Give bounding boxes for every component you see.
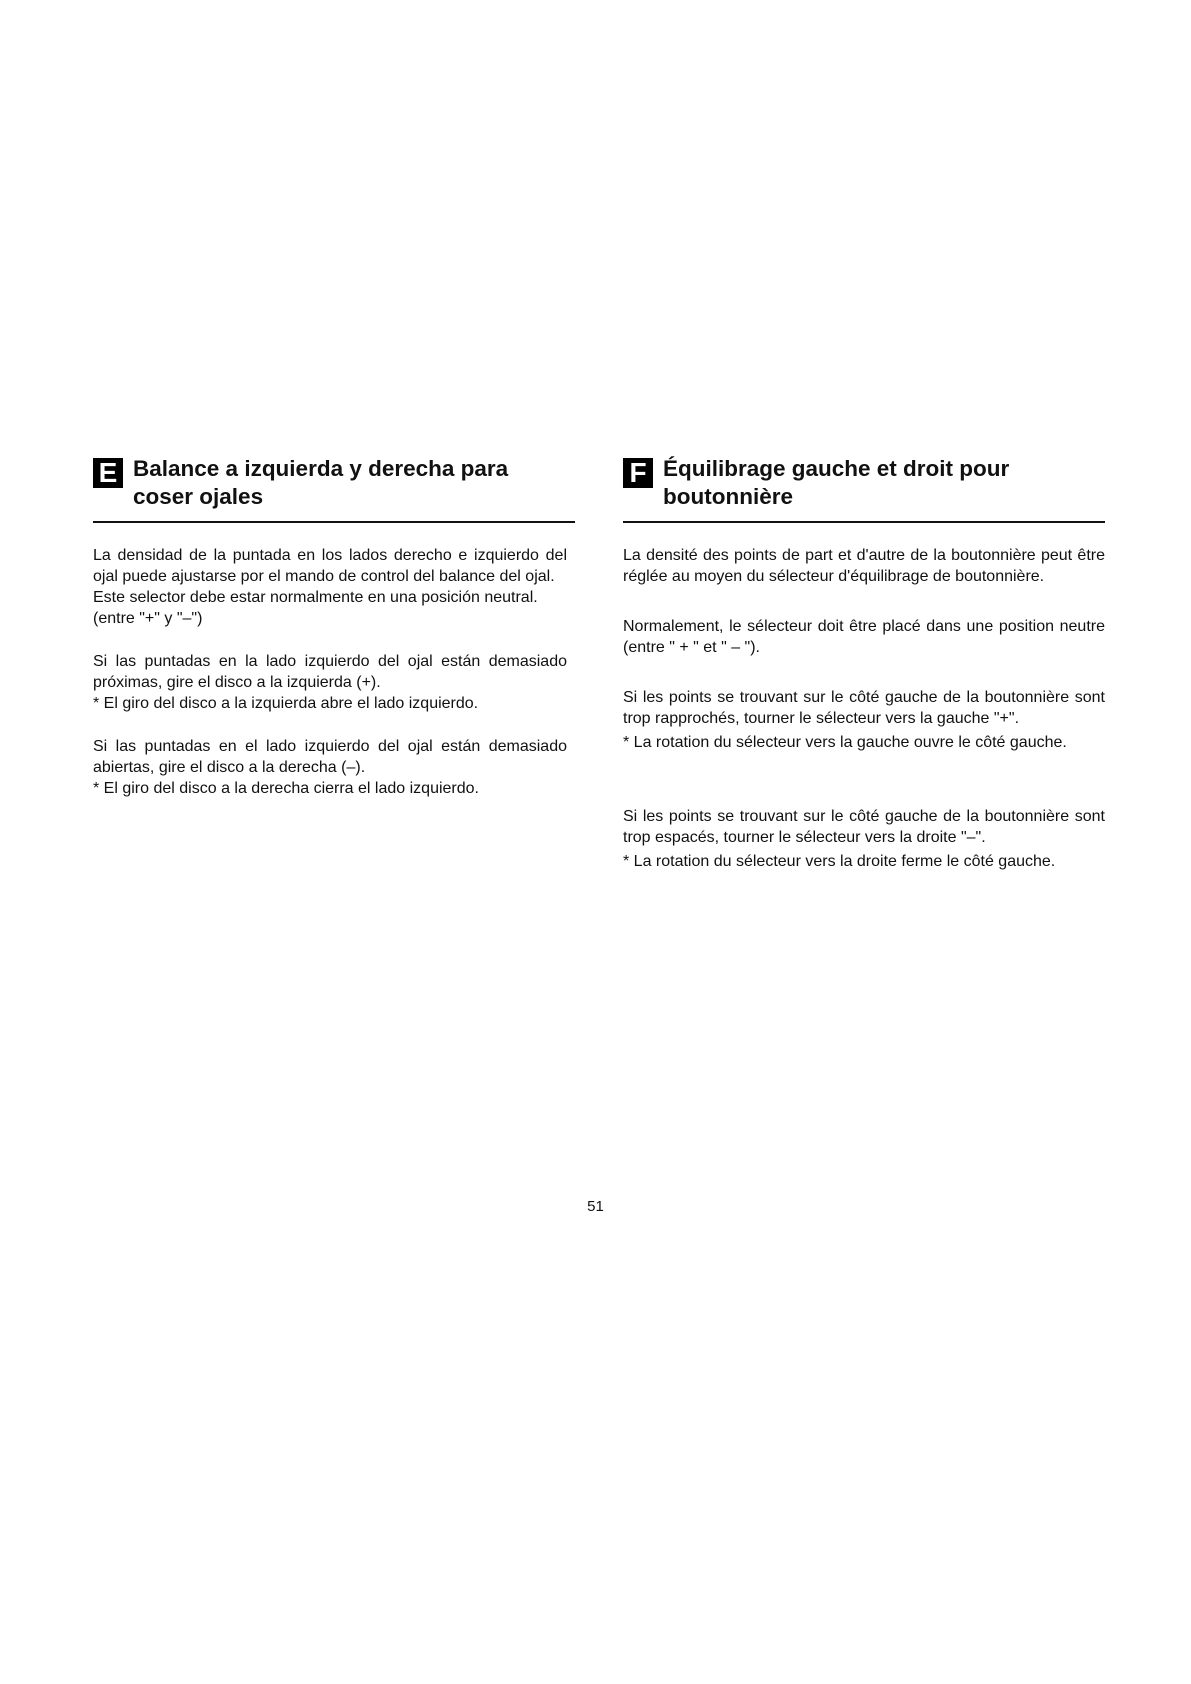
french-section <box>623 455 1105 872</box>
spanish-title-line2: coser ojales <box>133 484 264 509</box>
french-title-line2: boutonnière <box>663 484 793 509</box>
french-title <box>663 455 1009 511</box>
spanish-paragraph-open-stitches: Si las puntadas en el lado izquierdo del ojal están demasiado abiertas, gire el disco a la derecha (–). <box>93 738 567 776</box>
spanish-paragraph-close-stitches: Si las puntadas en la lado izquierdo del ojal están demasiado próximas, gire el disco a la izquierda (+). <box>93 653 567 691</box>
page-number: 51 <box>587 1198 604 1215</box>
french-paragraph-close-stitches: Si les points se trouvant sur le côté gauche de la boutonnière sont trop rapprochés, tourner le sélecteur vers la gauche "+". <box>623 689 1105 727</box>
french-paragraph-open-stitches: Si les points se trouvant sur le côté gauche de la boutonnière sont trop espacés, tourner le sélecteur vers la droite "–". <box>623 808 1105 846</box>
french-note-right-closes: * La rotation du sélecteur vers la droite ferme le côté gauche. <box>623 853 1056 870</box>
language-badge-e: E <box>93 458 123 488</box>
spanish-title-line1: Balance a izquierda y derecha para <box>133 456 509 481</box>
spanish-note-right-closes: * El giro del disco a la derecha cierra el lado izquierdo. <box>93 780 479 797</box>
spanish-title <box>133 455 508 511</box>
french-paragraph-density: La densité des points de part et d'autre de la boutonnière peut être réglée au moyen du sélecteur d'équilibrage de boutonnière. <box>623 547 1105 585</box>
spanish-paragraph-selector: Este selector debe estar normalmente en una posición neutral. <box>93 589 538 606</box>
spanish-note-left-opens: * El giro del disco a la izquierda abre el lado izquierdo. <box>93 695 479 712</box>
french-title-line1: Équilibrage gauche et droit pour <box>663 456 1010 481</box>
language-badge-f: F <box>623 458 653 488</box>
spanish-paragraph-range: (entre "+" y "–") <box>93 610 203 627</box>
french-paragraph-selector: Normalement, le sélecteur doit être placé dans une position neutre (entre " + " et " – "). <box>623 618 1105 656</box>
spanish-paragraph-density: La densidad de la puntada en los lados derecho e izquierdo del ojal puede ajustarse por el mando de control del balance del ojal. <box>93 547 567 585</box>
french-note-left-opens: * La rotation du sélecteur vers la gauche ouvre le côté gauche. <box>623 734 1067 751</box>
french-heading <box>623 455 1105 523</box>
spanish-heading <box>93 455 575 523</box>
spanish-body <box>93 545 567 799</box>
french-body <box>623 545 1105 872</box>
spanish-section <box>93 455 575 799</box>
